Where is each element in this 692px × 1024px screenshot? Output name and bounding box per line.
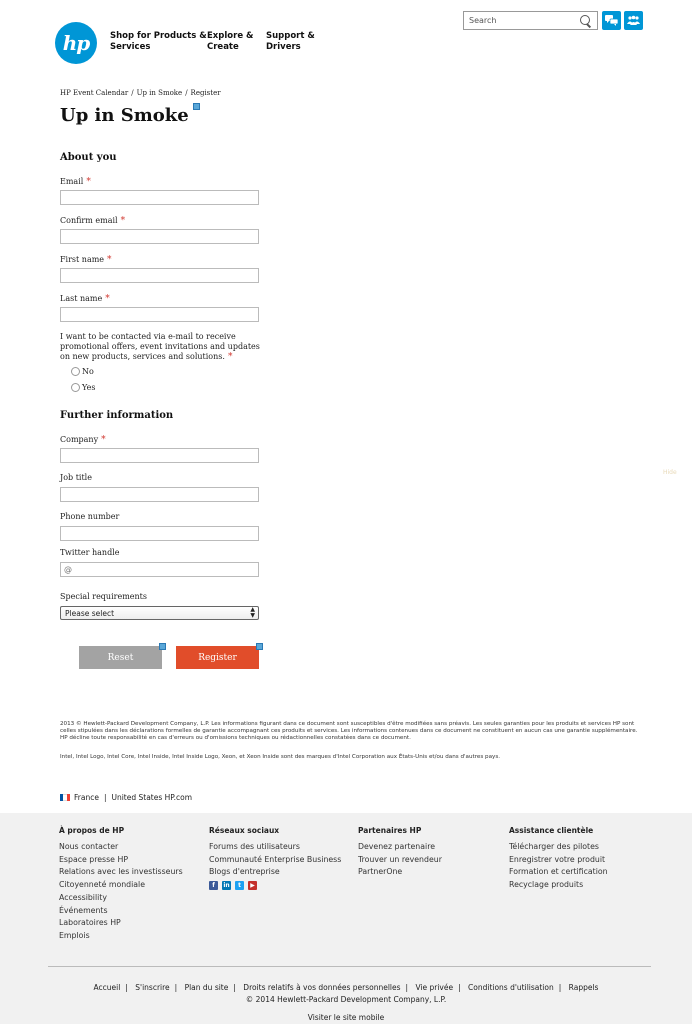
job-title-label: Job title <box>60 473 92 482</box>
footer-bottom-link[interactable]: S'inscrire <box>135 983 170 992</box>
footer-link[interactable]: Enregistrer votre produit <box>509 854 606 864</box>
footer-link[interactable]: Formation et certification <box>509 867 608 877</box>
confirm-email-field[interactable] <box>60 229 259 244</box>
register-button[interactable]: Register <box>176 646 259 669</box>
footer-link[interactable]: Emplois <box>59 930 90 940</box>
page-title: Up in Smoke <box>60 105 189 126</box>
community-button[interactable] <box>624 11 643 30</box>
footer-heading: Assistance clientèle <box>509 826 594 835</box>
footer-col-partners <box>358 826 442 879</box>
footer-col-support <box>509 826 608 892</box>
about-heading: About you <box>60 152 117 163</box>
breadcrumb-sep: / <box>185 89 188 97</box>
phone-label: Phone number <box>60 512 120 521</box>
facebook-icon[interactable]: f <box>209 881 218 890</box>
chat-button[interactable] <box>602 11 621 30</box>
footer-link[interactable]: Nous contacter <box>59 842 119 851</box>
twitter-icon[interactable]: t <box>235 881 244 890</box>
twitter-field[interactable] <box>60 562 259 577</box>
select-value: Please select <box>65 608 115 618</box>
footer-sep: | <box>458 983 461 992</box>
edit-icon[interactable] <box>193 103 200 110</box>
footer-link[interactable]: Relations avec les investisseurs <box>59 867 183 877</box>
required-mark: * <box>120 216 126 226</box>
locale-us-link[interactable]: United States HP.com <box>111 793 193 802</box>
locale-country[interactable]: France <box>74 793 99 802</box>
radio-yes[interactable]: Yes <box>71 383 95 392</box>
breadcrumb <box>60 89 221 97</box>
footer-heading: Réseaux sociaux <box>209 826 280 835</box>
footer-link[interactable]: Espace presse HP <box>59 854 129 864</box>
footer-link[interactable]: Recyclage produits <box>509 880 584 890</box>
locale-sep: | <box>103 793 107 802</box>
required-mark: * <box>105 294 110 304</box>
required-mark: * <box>101 435 106 445</box>
footer-sep: | <box>233 983 236 992</box>
nav-support[interactable]: Support & Drivers <box>266 31 315 52</box>
edit-icon[interactable] <box>256 643 263 650</box>
last-name-label: Last name * <box>60 294 110 304</box>
footer-sep: | <box>125 983 128 992</box>
breadcrumb-sep: / <box>131 89 134 97</box>
company-label: Company * <box>60 435 106 445</box>
hp-logo[interactable] <box>55 22 97 64</box>
footer-link[interactable]: Laboratoires HP <box>59 918 121 928</box>
footer-divider <box>48 966 651 967</box>
nav-explore[interactable]: Explore & Create <box>207 31 254 52</box>
footer-heading: Partenaires HP <box>358 826 422 835</box>
linkedin-icon[interactable]: in <box>223 882 230 890</box>
footer-bottom-nav <box>0 983 692 992</box>
breadcrumb-register: Register <box>190 89 221 97</box>
search-box <box>463 11 598 30</box>
special-requirements-select[interactable] <box>60 606 259 620</box>
first-name-field[interactable] <box>60 268 259 283</box>
footer-sep: | <box>174 983 178 992</box>
phone-field[interactable] <box>60 526 259 541</box>
footer-link[interactable]: Citoyenneté mondiale <box>59 880 146 890</box>
reset-button[interactable]: Reset <box>79 646 162 669</box>
faint-text: Hide <box>663 469 677 476</box>
mobile-site-link[interactable]: Visiter le site mobile <box>307 1013 385 1022</box>
footer-link[interactable]: Devenez partenaire <box>358 842 436 851</box>
legal-trademarks: Intel, Intel Logo, Intel Core, Intel Inside, Intel Inside Logo, Xeon, et Xeon Inside sont des marques d'Intel Corporation aux États-Unis et/ou dans d'autres pays. <box>60 754 501 760</box>
footer-bottom-link[interactable]: Droits relatifs à vos données personnelles <box>243 983 401 992</box>
footer-col-social <box>209 826 341 890</box>
people-icon <box>627 15 640 26</box>
job-title-field[interactable] <box>60 487 259 502</box>
email-field[interactable] <box>60 190 259 205</box>
footer-link[interactable]: Trouver un revendeur <box>358 854 442 864</box>
footer-link[interactable]: PartnerOne <box>358 867 403 877</box>
further-heading: Further information <box>60 410 174 421</box>
required-mark: * <box>107 255 112 265</box>
radio-no[interactable]: No <box>71 367 94 376</box>
twitter-label: Twitter handle <box>60 548 120 557</box>
radio-button[interactable] <box>71 383 80 392</box>
edit-icon[interactable] <box>159 643 166 650</box>
footer-bottom-link[interactable]: Rappels <box>568 983 599 992</box>
special-label: Special requirements <box>60 592 147 601</box>
footer-copyright: © 2014 Hewlett-Packard Development Company, L.P. <box>245 995 447 1004</box>
nav-shop[interactable]: Shop for Products & Services <box>110 31 207 52</box>
footer-link[interactable]: Événements <box>59 905 108 915</box>
youtube-icon[interactable]: ▶ <box>248 881 257 890</box>
required-mark: * <box>227 352 233 362</box>
footer-col-about <box>59 826 183 943</box>
confirm-email-label: Confirm email * <box>60 216 126 226</box>
hp-logo-text: hp <box>62 31 90 55</box>
breadcrumb-up-in-smoke[interactable]: Up in Smoke <box>136 89 183 97</box>
footer-link[interactable]: Accessibility <box>59 892 107 902</box>
footer-sep: | <box>558 983 562 992</box>
company-field[interactable] <box>60 448 259 463</box>
breadcrumb-event-calendar[interactable]: HP Event Calendar <box>60 89 129 97</box>
search-input[interactable] <box>464 16 579 25</box>
chat-icon <box>605 15 618 26</box>
footer-sep: | <box>405 983 409 992</box>
footer-heading: À propos de HP <box>59 826 125 835</box>
france-flag-icon <box>60 794 70 801</box>
email-label: Email * <box>60 177 91 187</box>
footer-link[interactable]: Forums des utilisateurs <box>209 842 300 851</box>
locale-selector <box>60 793 192 802</box>
first-name-label: First name * <box>60 255 112 265</box>
footer-link[interactable]: Télécharger des pilotes <box>509 842 599 851</box>
select-arrows-icon: ▲ ▼ <box>250 606 255 619</box>
last-name-field[interactable] <box>60 307 259 322</box>
footer-link[interactable]: Blogs d'entreprise <box>209 867 280 877</box>
search-icon[interactable] <box>579 14 593 28</box>
contact-question: I want to be contacted via e-mail to receive promotional offers, event invitations and updates on new products, services and solutions. * <box>60 332 260 362</box>
footer-link[interactable]: Communauté Enterprise Business <box>209 854 342 864</box>
required-mark: * <box>86 177 91 187</box>
radio-button[interactable] <box>71 367 80 376</box>
footer-bottom-link[interactable]: Vie privée <box>415 983 454 992</box>
footer-bottom-link[interactable]: Conditions d'utilisation <box>468 983 554 992</box>
footer-bottom-link[interactable]: Accueil <box>93 983 121 992</box>
footer-bottom-link[interactable]: Plan du site <box>184 983 229 992</box>
legal-copyright: 2013 © Hewlett-Packard Development Company, L.P. Les informations figurant dans ce document sont susceptibles d'être modifiées sans préavis. Les seules garanties pour les produits et services HP sont celles stipulées dans les déclarations formelles de garantie accompagnant ces produits et services. Les informations contenues dans ce document ne constituent en aucun cas une garantie supplémentaire. HP décline toute responsabilité en cas d'erreurs ou d'omissions techniques ou rédactionnelles constatées dans ce document. <box>60 721 638 741</box>
social-icons <box>209 881 341 890</box>
